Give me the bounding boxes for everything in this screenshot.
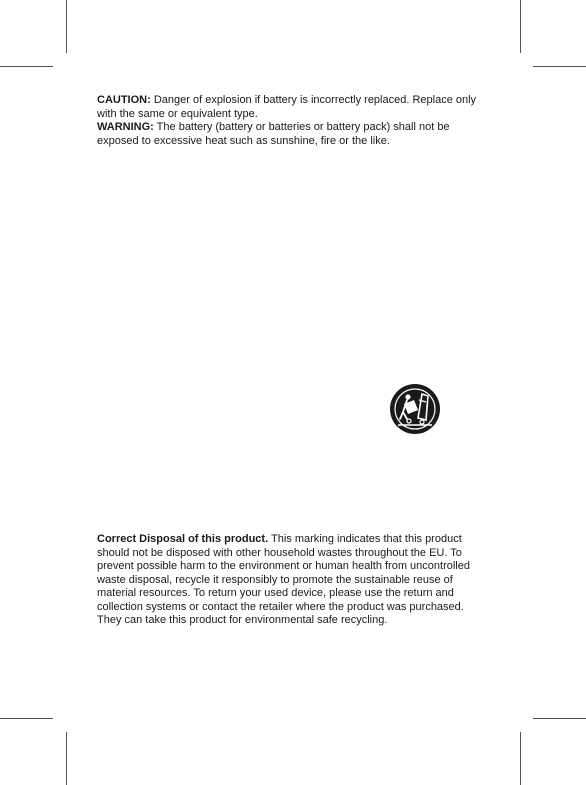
warning-line-1 — [97, 121, 497, 135]
caution-label: CAUTION: — [97, 94, 151, 106]
crop-mark-top-right-vertical — [520, 0, 521, 53]
warning-text-1: The battery (battery or batteries or battery pack) shall not be — [153, 121, 450, 133]
disposal-text-3: prevent possible harm to the environment or human health from uncontrolled — [97, 560, 470, 572]
disposal-notice — [97, 533, 497, 628]
crop-mark-bottom-left-horizontal — [0, 718, 53, 719]
caution-text-2: with the same or equivalent type. — [97, 107, 258, 120]
caution-text-1: Danger of explosion if battery is incorrectly replaced. Replace only — [150, 94, 477, 106]
battery-safety-notice — [97, 94, 497, 148]
disposal-text-5: material resources. To return your used device, please use the return and — [97, 587, 454, 599]
disposal-title: Correct Disposal of this product. — [97, 533, 269, 545]
crop-mark-bottom-right-horizontal — [533, 718, 586, 719]
cart-tip-over-warning-icon — [388, 382, 442, 436]
warning-label: WARNING: — [97, 121, 154, 133]
crop-mark-top-left-horizontal — [0, 66, 53, 67]
crop-mark-top-right-horizontal — [533, 66, 586, 67]
disposal-text-1: This marking indicates that this product — [268, 533, 462, 545]
disposal-text-6: collection systems or contact the retailer where the product was purchased. — [97, 600, 464, 613]
crop-mark-bottom-left-vertical — [66, 732, 67, 785]
warning-text-2: exposed to excessive heat such as sunshine, fire or the like. — [97, 134, 390, 147]
crop-mark-top-left-vertical — [66, 0, 67, 53]
disposal-text-2: should not be disposed with other household wastes throughout the EU. To — [97, 546, 462, 559]
crop-mark-bottom-right-vertical — [520, 732, 521, 785]
caution-line-1 — [97, 94, 497, 108]
disposal-line-1 — [97, 533, 497, 547]
disposal-text-7: They can take this product for environmental safe recycling. — [97, 614, 388, 626]
disposal-text-4: waste disposal, recycle it responsibly to promote the sustainable reuse of — [97, 573, 453, 586]
